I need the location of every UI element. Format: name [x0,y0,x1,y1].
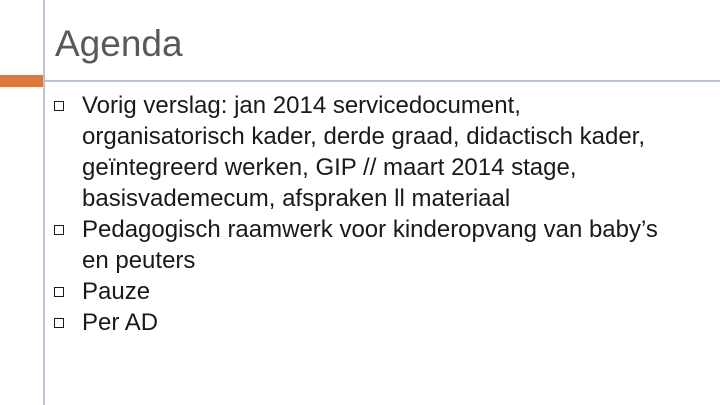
hollow-square-bullet-icon [52,276,82,307]
bullet-list [52,90,662,338]
hollow-square-bullet-icon [52,307,82,338]
hollow-square-bullet-icon [52,214,82,245]
bullet-text: Pauze [82,278,151,305]
accent-bar [0,75,43,87]
vertical-divider-line [43,0,45,405]
slide-title: Agenda [55,23,183,64]
bullet-text: Per AD [82,309,159,336]
list-item [52,214,662,276]
hollow-square-bullet-icon [52,90,82,121]
list-item [52,90,662,214]
horizontal-divider-line [43,80,720,82]
bullet-text: Vorig verslag: jan 2014 servicedocument, organisatorisch kader, derde graad, didactisch kader, geïntegreerd werken, GIP // maart 2014 stage, basisvademecum, afspraken ll materiaal [82,92,646,212]
bullet-text: Pedagogisch raamwerk voor kinderopvang van baby’s en peuters [82,216,658,274]
list-item [52,307,662,338]
list-item [52,276,662,307]
